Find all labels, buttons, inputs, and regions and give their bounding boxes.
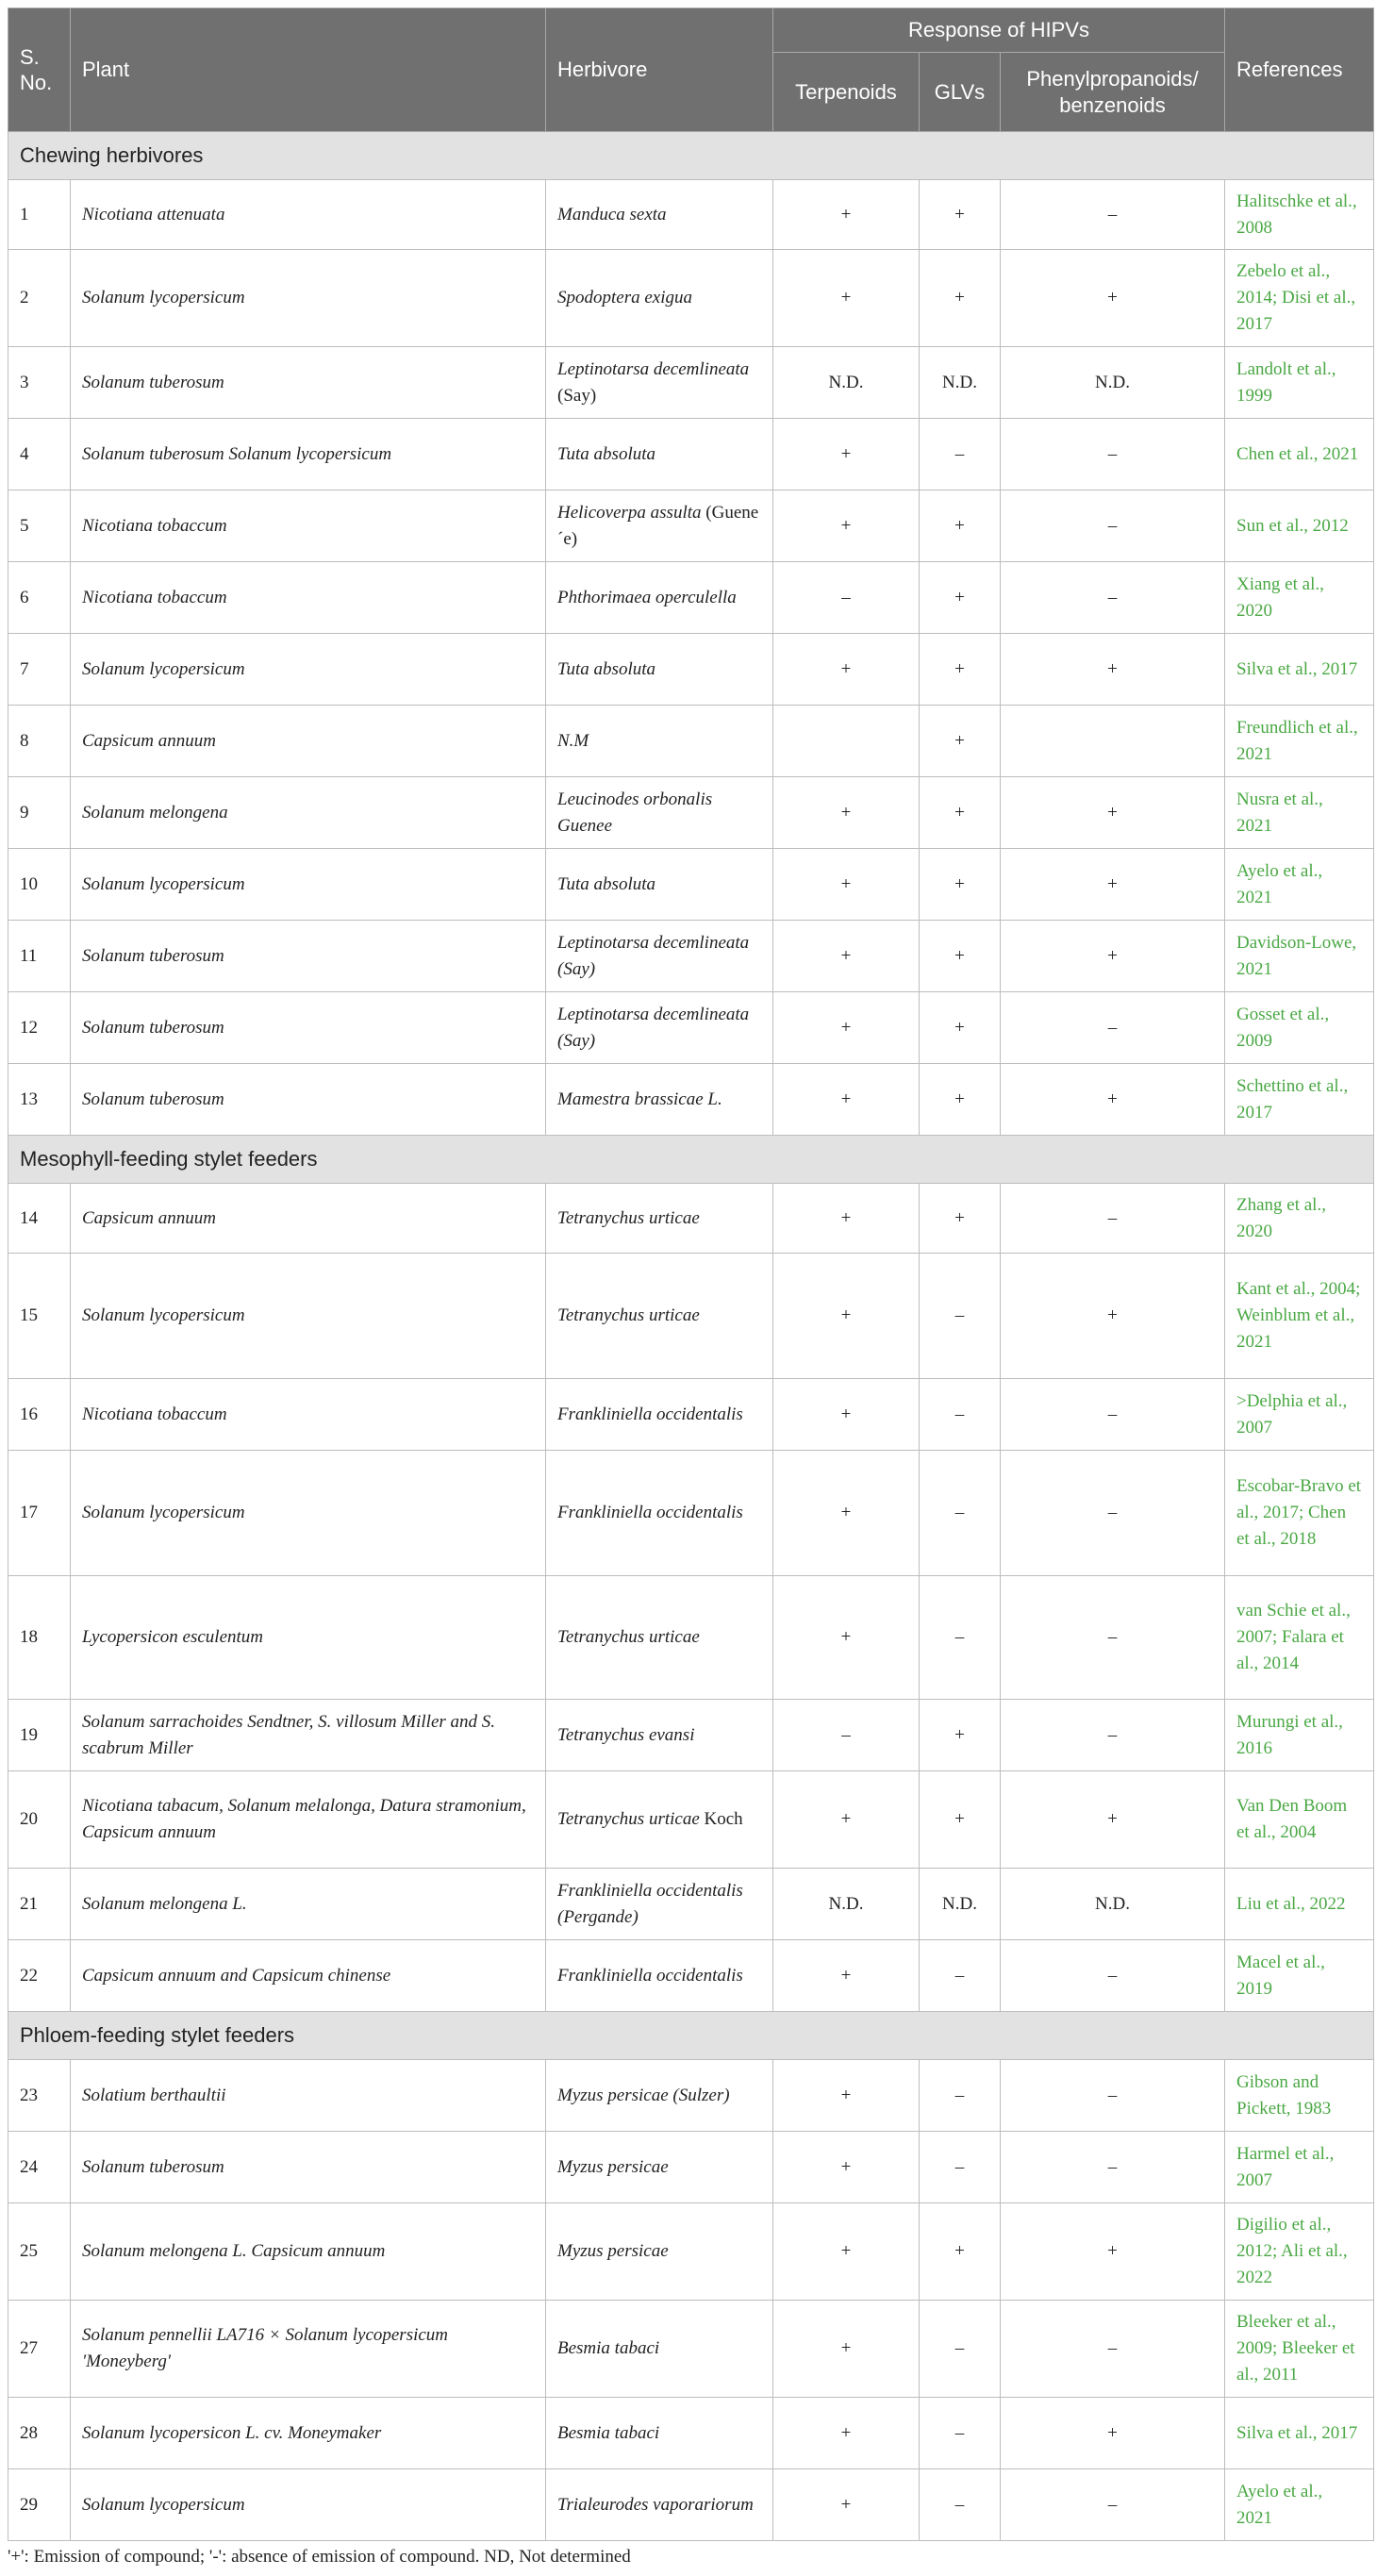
cell-terpenoids: + [773, 1576, 920, 1700]
table-container [8, 8, 1373, 2568]
cell-glvs: + [920, 1771, 1001, 1869]
cell-sno: 9 [8, 777, 71, 849]
table-row [8, 2469, 1374, 2541]
table-footnote: '+': Emission of compound; '-': absence of emission of compound. ND, Not determined [8, 2547, 631, 2567]
cell-reference: Freundlich et al., 2021 [1225, 706, 1374, 777]
cell-herbivore [546, 1576, 773, 1700]
cell-reference: Harmel et al., 2007 [1225, 2132, 1374, 2203]
cell-herbivore [546, 992, 773, 1064]
cell-terpenoids: + [773, 1379, 920, 1451]
cell-phenyl: – [1001, 2301, 1225, 2398]
cell-herbivore [546, 706, 773, 777]
cell-phenyl: + [1001, 1064, 1225, 1136]
cell-phenyl: N.D. [1001, 347, 1225, 419]
cell-herbivore [546, 849, 773, 921]
cell-plant: Solanum lycopersicum [71, 1451, 546, 1576]
cell-plant: Solanum lycopersicon L. cv. Moneymaker [71, 2398, 546, 2469]
table-row [8, 1869, 1374, 1940]
cell-glvs: + [920, 992, 1001, 1064]
cell-terpenoids: N.D. [773, 1869, 920, 1940]
herbivore-name: Leptinotarsa decemlineata (Say) [557, 1004, 750, 1051]
cell-reference: Bleeker et al., 2009; Bleeker et al., 2011 [1225, 2301, 1374, 2398]
cell-plant: Solanum tuberosum [71, 921, 546, 992]
table-row [8, 634, 1374, 706]
section-row [8, 132, 1374, 180]
cell-herbivore [546, 1869, 773, 1940]
cell-phenyl: – [1001, 1576, 1225, 1700]
herbivore-name: Tetranychus evansi [557, 1724, 695, 1745]
cell-terpenoids: + [773, 777, 920, 849]
cell-terpenoids: + [773, 1771, 920, 1869]
table-row [8, 490, 1374, 562]
cell-sno: 7 [8, 634, 71, 706]
herbivore-name: Tetranychus urticae [557, 1809, 700, 1829]
cell-plant: Nicotiana attenuata [71, 180, 546, 250]
cell-sno: 13 [8, 1064, 71, 1136]
table-row [8, 2301, 1374, 2398]
cell-plant: Solanum melongena [71, 777, 546, 849]
cell-plant: Solanum tuberosum [71, 1064, 546, 1136]
cell-phenyl: + [1001, 1254, 1225, 1379]
cell-reference: Davidson-Lowe, 2021 [1225, 921, 1374, 992]
table-header [8, 8, 1374, 132]
table-row [8, 2398, 1374, 2469]
herbivore-name: Tuta absoluta [557, 443, 655, 464]
cell-sno: 4 [8, 419, 71, 490]
cell-plant: Nicotiana tobaccum [71, 1379, 546, 1451]
cell-phenyl: + [1001, 849, 1225, 921]
cell-glvs: – [920, 1254, 1001, 1379]
cell-glvs: – [920, 1576, 1001, 1700]
cell-herbivore [546, 490, 773, 562]
cell-glvs: + [920, 706, 1001, 777]
cell-reference: Gibson and Pickett, 1983 [1225, 2060, 1374, 2132]
cell-phenyl: + [1001, 2203, 1225, 2301]
cell-glvs: – [920, 2398, 1001, 2469]
cell-glvs: N.D. [920, 1869, 1001, 1940]
table-row [8, 180, 1374, 250]
hipv-table [8, 8, 1374, 2541]
cell-reference: van Schie et al., 2007; Falara et al., 2014 [1225, 1576, 1374, 1700]
herbivore-name: Tetranychus urticae [557, 1207, 700, 1228]
cell-phenyl: – [1001, 1379, 1225, 1451]
cell-herbivore [546, 1184, 773, 1254]
table-row [8, 1184, 1374, 1254]
cell-phenyl: – [1001, 180, 1225, 250]
herbivore-suffix: (Guene´e) [557, 502, 759, 549]
cell-phenyl: N.D. [1001, 1869, 1225, 1940]
herbivore-name: Myzus persicae (Sulzer) [557, 2085, 730, 2105]
cell-herbivore [546, 1940, 773, 2012]
cell-herbivore [546, 2398, 773, 2469]
cell-sno: 8 [8, 706, 71, 777]
table-row [8, 1576, 1374, 1700]
cell-sno: 23 [8, 2060, 71, 2132]
herbivore-name: Mamestra brassicae L. [557, 1089, 722, 1109]
herbivore-suffix: Koch [699, 1809, 743, 1829]
header-phenyl: Phenylpropanoids/ benzenoids [1001, 53, 1225, 132]
cell-reference: Murungi et al., 2016 [1225, 1700, 1374, 1771]
cell-reference: Escobar-Bravo et al., 2017; Chen et al., 2018 [1225, 1451, 1374, 1576]
cell-reference: Van Den Boom et al., 2004 [1225, 1771, 1374, 1869]
cell-plant: Solanum pennellii LA716 × Solanum lycopersicum 'Moneyberg' [71, 2301, 546, 2398]
cell-reference: Schettino et al., 2017 [1225, 1064, 1374, 1136]
table-row [8, 2132, 1374, 2203]
cell-plant: Solanum lycopersicum [71, 634, 546, 706]
cell-plant: Solanum lycopersicum [71, 849, 546, 921]
cell-phenyl: – [1001, 490, 1225, 562]
cell-sno: 25 [8, 2203, 71, 2301]
herbivore-name: Besmia tabaci [557, 2338, 660, 2358]
cell-terpenoids: + [773, 1254, 920, 1379]
cell-glvs: + [920, 490, 1001, 562]
herbivore-name: Frankliniella occidentalis [557, 1503, 743, 1522]
cell-herbivore [546, 1451, 773, 1576]
cell-phenyl [1001, 706, 1225, 777]
table-row [8, 2203, 1374, 2301]
cell-reference: Ayelo et al., 2021 [1225, 849, 1374, 921]
herbivore-name: N.M [557, 730, 589, 751]
cell-herbivore [546, 2301, 773, 2398]
header-sno: S. No. [8, 8, 71, 132]
cell-reference: >Delphia et al., 2007 [1225, 1379, 1374, 1451]
cell-terpenoids: – [773, 1700, 920, 1771]
cell-sno: 6 [8, 562, 71, 634]
header-response: Response of HIPVs [773, 8, 1225, 53]
cell-terpenoids: + [773, 180, 920, 250]
cell-herbivore [546, 1700, 773, 1771]
herbivore-name: Tetranychus urticae [557, 1627, 700, 1647]
cell-sno: 20 [8, 1771, 71, 1869]
cell-sno: 15 [8, 1254, 71, 1379]
cell-reference: Landolt et al., 1999 [1225, 347, 1374, 419]
herbivore-name: Myzus persicae [557, 2156, 669, 2177]
cell-phenyl: + [1001, 921, 1225, 992]
cell-sno: 29 [8, 2469, 71, 2541]
cell-sno: 18 [8, 1576, 71, 1700]
cell-plant: Solanum tuberosum Solanum lycopersicum [71, 419, 546, 490]
cell-reference: Ayelo et al., 2021 [1225, 2469, 1374, 2541]
table-row [8, 1379, 1374, 1451]
cell-terpenoids: + [773, 490, 920, 562]
cell-herbivore [546, 1064, 773, 1136]
cell-herbivore [546, 2060, 773, 2132]
cell-herbivore [546, 180, 773, 250]
cell-glvs: – [920, 1379, 1001, 1451]
cell-glvs: N.D. [920, 347, 1001, 419]
cell-plant: Solanum lycopersicum [71, 2469, 546, 2541]
cell-sno: 2 [8, 250, 71, 347]
cell-terpenoids: + [773, 2060, 920, 2132]
cell-reference: Chen et al., 2021 [1225, 419, 1374, 490]
cell-terpenoids: N.D. [773, 347, 920, 419]
herbivore-name: Tuta absoluta [557, 658, 655, 679]
cell-glvs: + [920, 849, 1001, 921]
cell-glvs: + [920, 562, 1001, 634]
cell-phenyl: + [1001, 1771, 1225, 1869]
cell-plant: Nicotiana tobaccum [71, 562, 546, 634]
cell-reference: Liu et al., 2022 [1225, 1869, 1374, 1940]
cell-phenyl: – [1001, 419, 1225, 490]
cell-terpenoids: + [773, 2203, 920, 2301]
cell-herbivore [546, 2132, 773, 2203]
cell-phenyl: – [1001, 2060, 1225, 2132]
cell-glvs: – [920, 2469, 1001, 2541]
cell-terpenoids: + [773, 921, 920, 992]
cell-terpenoids: + [773, 1184, 920, 1254]
cell-herbivore [546, 562, 773, 634]
herbivore-name: Leptinotarsa decemlineata (Say) [557, 932, 750, 979]
cell-terpenoids: + [773, 1064, 920, 1136]
cell-glvs: – [920, 1451, 1001, 1576]
herbivore-name: Frankliniella occidentalis (Pergande) [557, 1880, 743, 1927]
section-row [8, 2012, 1374, 2060]
cell-sno: 24 [8, 2132, 71, 2203]
cell-reference: Silva et al., 2017 [1225, 2398, 1374, 2469]
cell-plant: Nicotiana tobaccum [71, 490, 546, 562]
table-row [8, 2060, 1374, 2132]
herbivore-name: Frankliniella occidentalis [557, 1965, 743, 1986]
cell-glvs: – [920, 2301, 1001, 2398]
cell-glvs: + [920, 921, 1001, 992]
cell-herbivore [546, 2469, 773, 2541]
cell-sno: 22 [8, 1940, 71, 2012]
herbivore-name: Helicoverpa assulta [557, 502, 702, 523]
cell-reference: Zhang et al., 2020 [1225, 1184, 1374, 1254]
cell-reference: Kant et al., 2004; Weinblum et al., 2021 [1225, 1254, 1374, 1379]
cell-terpenoids: + [773, 2132, 920, 2203]
table-row [8, 1451, 1374, 1576]
cell-herbivore [546, 347, 773, 419]
table-row [8, 347, 1374, 419]
cell-terpenoids: + [773, 250, 920, 347]
cell-terpenoids: – [773, 562, 920, 634]
cell-plant: Solanum tuberosum [71, 992, 546, 1064]
cell-phenyl: – [1001, 2132, 1225, 2203]
cell-plant: Nicotiana tabacum, Solanum melalonga, Datura stramonium, Capsicum annuum [71, 1771, 546, 1869]
cell-plant: Solanum melongena L. [71, 1869, 546, 1940]
table-body [8, 132, 1374, 2541]
herbivore-name: Frankliniella occidentalis [557, 1404, 743, 1424]
herbivore-name: Phthorimaea operculella [557, 587, 737, 607]
herbivore-name: Spodoptera exigua [557, 288, 693, 307]
cell-phenyl: – [1001, 2469, 1225, 2541]
cell-glvs: + [920, 1064, 1001, 1136]
cell-plant: Capsicum annuum [71, 706, 546, 777]
cell-terpenoids: + [773, 419, 920, 490]
cell-sno: 28 [8, 2398, 71, 2469]
cell-phenyl: + [1001, 2398, 1225, 2469]
cell-plant: Solatium berthaultii [71, 2060, 546, 2132]
cell-terpenoids: + [773, 849, 920, 921]
cell-plant: Solanum melongena L. Capsicum annuum [71, 2203, 546, 2301]
cell-reference: Macel et al., 2019 [1225, 1940, 1374, 2012]
cell-sno: 5 [8, 490, 71, 562]
cell-phenyl: – [1001, 562, 1225, 634]
table-row [8, 1700, 1374, 1771]
cell-sno: 10 [8, 849, 71, 921]
table-row [8, 1254, 1374, 1379]
cell-phenyl: – [1001, 1940, 1225, 2012]
cell-glvs: + [920, 180, 1001, 250]
header-references: References [1225, 8, 1374, 132]
cell-reference: Nusra et al., 2021 [1225, 777, 1374, 849]
cell-terpenoids: + [773, 1940, 920, 2012]
table-row [8, 419, 1374, 490]
cell-herbivore [546, 250, 773, 347]
cell-phenyl: + [1001, 777, 1225, 849]
cell-glvs: + [920, 2203, 1001, 2301]
table-row [8, 849, 1374, 921]
cell-herbivore [546, 2203, 773, 2301]
table-row [8, 1940, 1374, 2012]
herbivore-name: Manduca sexta [557, 204, 667, 224]
cell-herbivore [546, 1771, 773, 1869]
cell-terpenoids: + [773, 1451, 920, 1576]
table-row [8, 1771, 1374, 1869]
cell-plant: Capsicum annuum [71, 1184, 546, 1254]
cell-terpenoids [773, 706, 920, 777]
herbivore-name: Leptinotarsa decemlineata [557, 358, 750, 379]
header-plant: Plant [71, 8, 546, 132]
cell-herbivore [546, 1254, 773, 1379]
cell-reference: Gosset et al., 2009 [1225, 992, 1374, 1064]
header-terpenoids: Terpenoids [773, 53, 920, 132]
table-row [8, 706, 1374, 777]
cell-herbivore [546, 921, 773, 992]
cell-sno: 12 [8, 992, 71, 1064]
cell-phenyl: – [1001, 1700, 1225, 1771]
cell-herbivore [546, 777, 773, 849]
header-herbivore: Herbivore [546, 8, 773, 132]
table-row [8, 562, 1374, 634]
cell-sno: 14 [8, 1184, 71, 1254]
herbivore-name: Myzus persicae [557, 2241, 669, 2261]
section-row [8, 1136, 1374, 1184]
cell-herbivore [546, 1379, 773, 1451]
cell-sno: 11 [8, 921, 71, 992]
section-title: Phloem-feeding stylet feeders [8, 2012, 1374, 2060]
cell-phenyl: – [1001, 1184, 1225, 1254]
cell-plant: Lycopersicon esculentum [71, 1576, 546, 1700]
cell-sno: 16 [8, 1379, 71, 1451]
cell-reference: Sun et al., 2012 [1225, 490, 1374, 562]
section-title: Mesophyll-feeding stylet feeders [8, 1136, 1374, 1184]
cell-glvs: + [920, 777, 1001, 849]
cell-glvs: + [920, 1184, 1001, 1254]
cell-glvs: + [920, 634, 1001, 706]
table-row [8, 921, 1374, 992]
cell-sno: 3 [8, 347, 71, 419]
herbivore-name: Besmia tabaci [557, 2422, 660, 2443]
cell-terpenoids: + [773, 634, 920, 706]
table-row [8, 250, 1374, 347]
cell-plant: Capsicum annuum and Capsicum chinense [71, 1940, 546, 2012]
cell-herbivore [546, 634, 773, 706]
cell-plant: Solanum lycopersicum [71, 250, 546, 347]
cell-herbivore [546, 419, 773, 490]
cell-glvs: – [920, 419, 1001, 490]
table-row [8, 777, 1374, 849]
cell-reference: Silva et al., 2017 [1225, 634, 1374, 706]
cell-plant: Solanum tuberosum [71, 2132, 546, 2203]
cell-sno: 21 [8, 1869, 71, 1940]
cell-phenyl: – [1001, 1451, 1225, 1576]
cell-phenyl: + [1001, 634, 1225, 706]
herbivore-name: Tetranychus urticae [557, 1305, 700, 1325]
cell-sno: 1 [8, 180, 71, 250]
header-glvs: GLVs [920, 53, 1001, 132]
cell-sno: 19 [8, 1700, 71, 1771]
cell-terpenoids: + [773, 2398, 920, 2469]
cell-phenyl: – [1001, 992, 1225, 1064]
cell-glvs: – [920, 2132, 1001, 2203]
herbivore-name: Tuta absoluta [557, 873, 655, 894]
cell-glvs: – [920, 1940, 1001, 2012]
cell-phenyl: + [1001, 250, 1225, 347]
cell-sno: 27 [8, 2301, 71, 2398]
section-title: Chewing herbivores [8, 132, 1374, 180]
cell-plant: Solanum lycopersicum [71, 1254, 546, 1379]
cell-glvs: + [920, 250, 1001, 347]
cell-reference: Zebelo et al., 2014; Disi et al., 2017 [1225, 250, 1374, 347]
table-row [8, 1064, 1374, 1136]
herbivore-suffix: (Say) [557, 385, 597, 406]
cell-terpenoids: + [773, 2469, 920, 2541]
herbivore-name: Leucinodes orbonalis Guenee [557, 789, 713, 836]
cell-reference: Halitschke et al., 2008 [1225, 180, 1374, 250]
cell-plant: Solanum tuberosum [71, 347, 546, 419]
cell-terpenoids: + [773, 2301, 920, 2398]
cell-glvs: + [920, 1700, 1001, 1771]
cell-sno: 17 [8, 1451, 71, 1576]
table-row [8, 992, 1374, 1064]
cell-glvs: – [920, 2060, 1001, 2132]
cell-terpenoids: + [773, 992, 920, 1064]
herbivore-name: Trialeurodes vaporariorum [557, 2494, 754, 2515]
cell-plant: Solanum sarrachoides Sendtner, S. villosum Miller and S. scabrum Miller [71, 1700, 546, 1771]
cell-reference: Xiang et al., 2020 [1225, 562, 1374, 634]
cell-reference: Digilio et al., 2012; Ali et al., 2022 [1225, 2203, 1374, 2301]
